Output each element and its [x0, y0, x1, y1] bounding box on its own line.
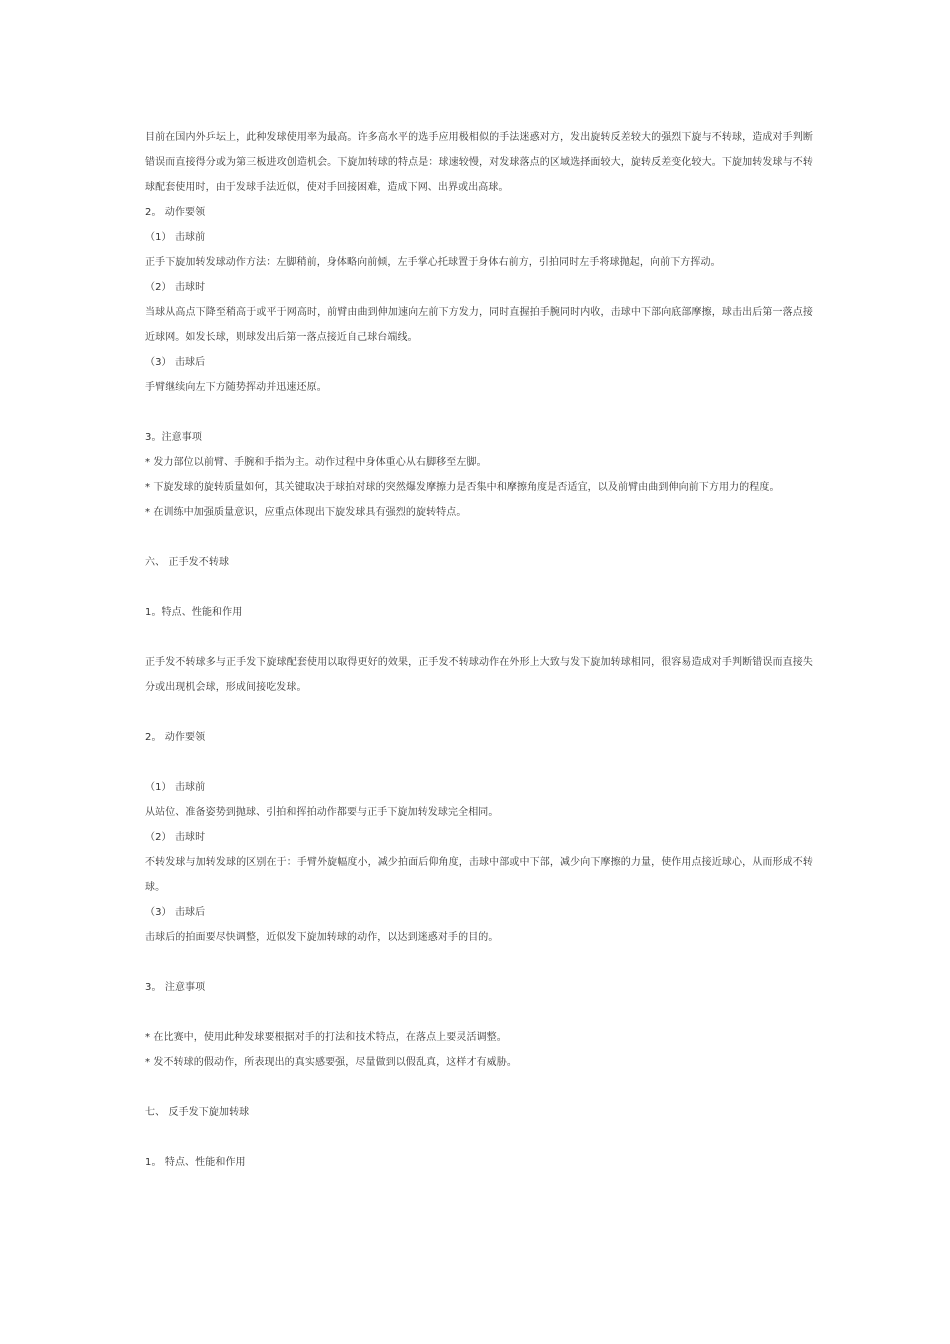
paragraph-no-spin-intro: 正手发不转球多与正手发下旋球配套使用以取得更好的效果，正手发不转球动作在外形上大致与发下旋加转球相同，很容易造成对手判断错误而直接失分或出现机会球，形成间接吃发球。: [145, 657, 813, 693]
spacer: [145, 625, 813, 650]
bullet-item: * 发力部位以前臂、手腕和手指为主。动作过程中身体重心从右脚移至左脚。: [145, 457, 487, 468]
section-title-seven: 七、 反手发下旋加转球: [145, 1107, 250, 1118]
paragraph-during-hit: 当球从高点下降至稍高于或平于网高时，前臂由曲到伸加速向左前下方发力，同时直握拍手腕同时内收，击球中下部向底部摩擦，球击出后第一落点接近球网。如发长球，则球发出后第一落点接近自己球台端线。: [145, 307, 813, 343]
heading-action-essentials: 2。 动作要领: [145, 207, 206, 218]
subheading-after-hit: （3） 击球后: [145, 907, 206, 918]
spacer: [145, 1125, 813, 1150]
spacer: [145, 1000, 813, 1025]
spacer: [145, 400, 813, 425]
heading-notes: 3。注意事项: [145, 432, 202, 443]
subheading-during-hit: （2） 击球时: [145, 282, 206, 293]
paragraph-before-hit: 从站位、准备姿势到抛球、引拍和挥拍动作都要与正手下旋加转发球完全相同。: [145, 807, 499, 818]
subheading-before-hit: （1） 击球前: [145, 782, 206, 793]
heading-notes: 3。 注意事项: [145, 982, 206, 993]
paragraph-intro: 目前在国内外乒坛上，此种发球使用率为最高。许多高水平的选手应用极相似的手法迷惑对方，发出旋转反差较大的强烈下旋与不转球，造成对手判断错误而直接得分或为第三板进攻创造机会。下旋加转球的特点是：球速较慢，对发球落点的区域选择面较大，旋转反差变化较大。下旋加转发球与不转球配套使用时，由于发球手法近似，使对手回接困难，造成下网、出界或出高球。: [145, 132, 813, 193]
paragraph-after-hit: 手臂继续向左下方随势挥动并迅速还原。: [145, 382, 327, 393]
bullet-item: * 发不转球的假动作，所表现出的真实感要强，尽量做到以假乱真，这样才有威胁。: [145, 1057, 517, 1068]
spacer: [145, 750, 813, 775]
bullet-item: * 在比赛中，使用此种发球要根据对手的打法和技术特点，在落点上要灵活调整。: [145, 1032, 507, 1043]
bullet-item: * 下旋发球的旋转质量如何，其关键取决于球拍对球的突然爆发摩擦力是否集中和摩擦角度是否适宜，以及前臂由曲到伸向前下方用力的程度。: [145, 482, 780, 493]
bullet-item: * 在训练中加强质量意识，应重点体现出下旋发球具有强烈的旋转特点。: [145, 507, 467, 518]
spacer: [145, 1075, 813, 1100]
paragraph-before-hit: 正手下旋加转发球动作方法：左脚稍前，身体略向前倾，左手掌心托球置于身体右前方，引拍同时左手将球抛起，向前下方挥动。: [145, 257, 721, 268]
spacer: [145, 525, 813, 550]
subheading-after-hit: （3） 击球后: [145, 357, 206, 368]
spacer: [145, 575, 813, 600]
heading-features: 1。 特点、性能和作用: [145, 1157, 246, 1168]
subheading-during-hit: （2） 击球时: [145, 832, 206, 843]
document-page: [145, 125, 813, 1175]
spacer: [145, 950, 813, 975]
section-title-six: 六、 正手发不转球: [145, 557, 230, 568]
heading-features: 1。特点、性能和作用: [145, 607, 243, 618]
subheading-before-hit: （1） 击球前: [145, 232, 206, 243]
paragraph-during-hit: 不转发球与加转发球的区别在于：手臂外旋幅度小，减少拍面后仰角度，击球中部或中下部，减少向下摩擦的力量，使作用点接近球心，从而形成不转球。: [145, 857, 813, 893]
paragraph-after-hit: 击球后的拍面要尽快调整，近似发下旋加转球的动作，以达到迷惑对手的目的。: [145, 932, 499, 943]
spacer: [145, 700, 813, 725]
heading-action-essentials: 2。 动作要领: [145, 732, 206, 743]
